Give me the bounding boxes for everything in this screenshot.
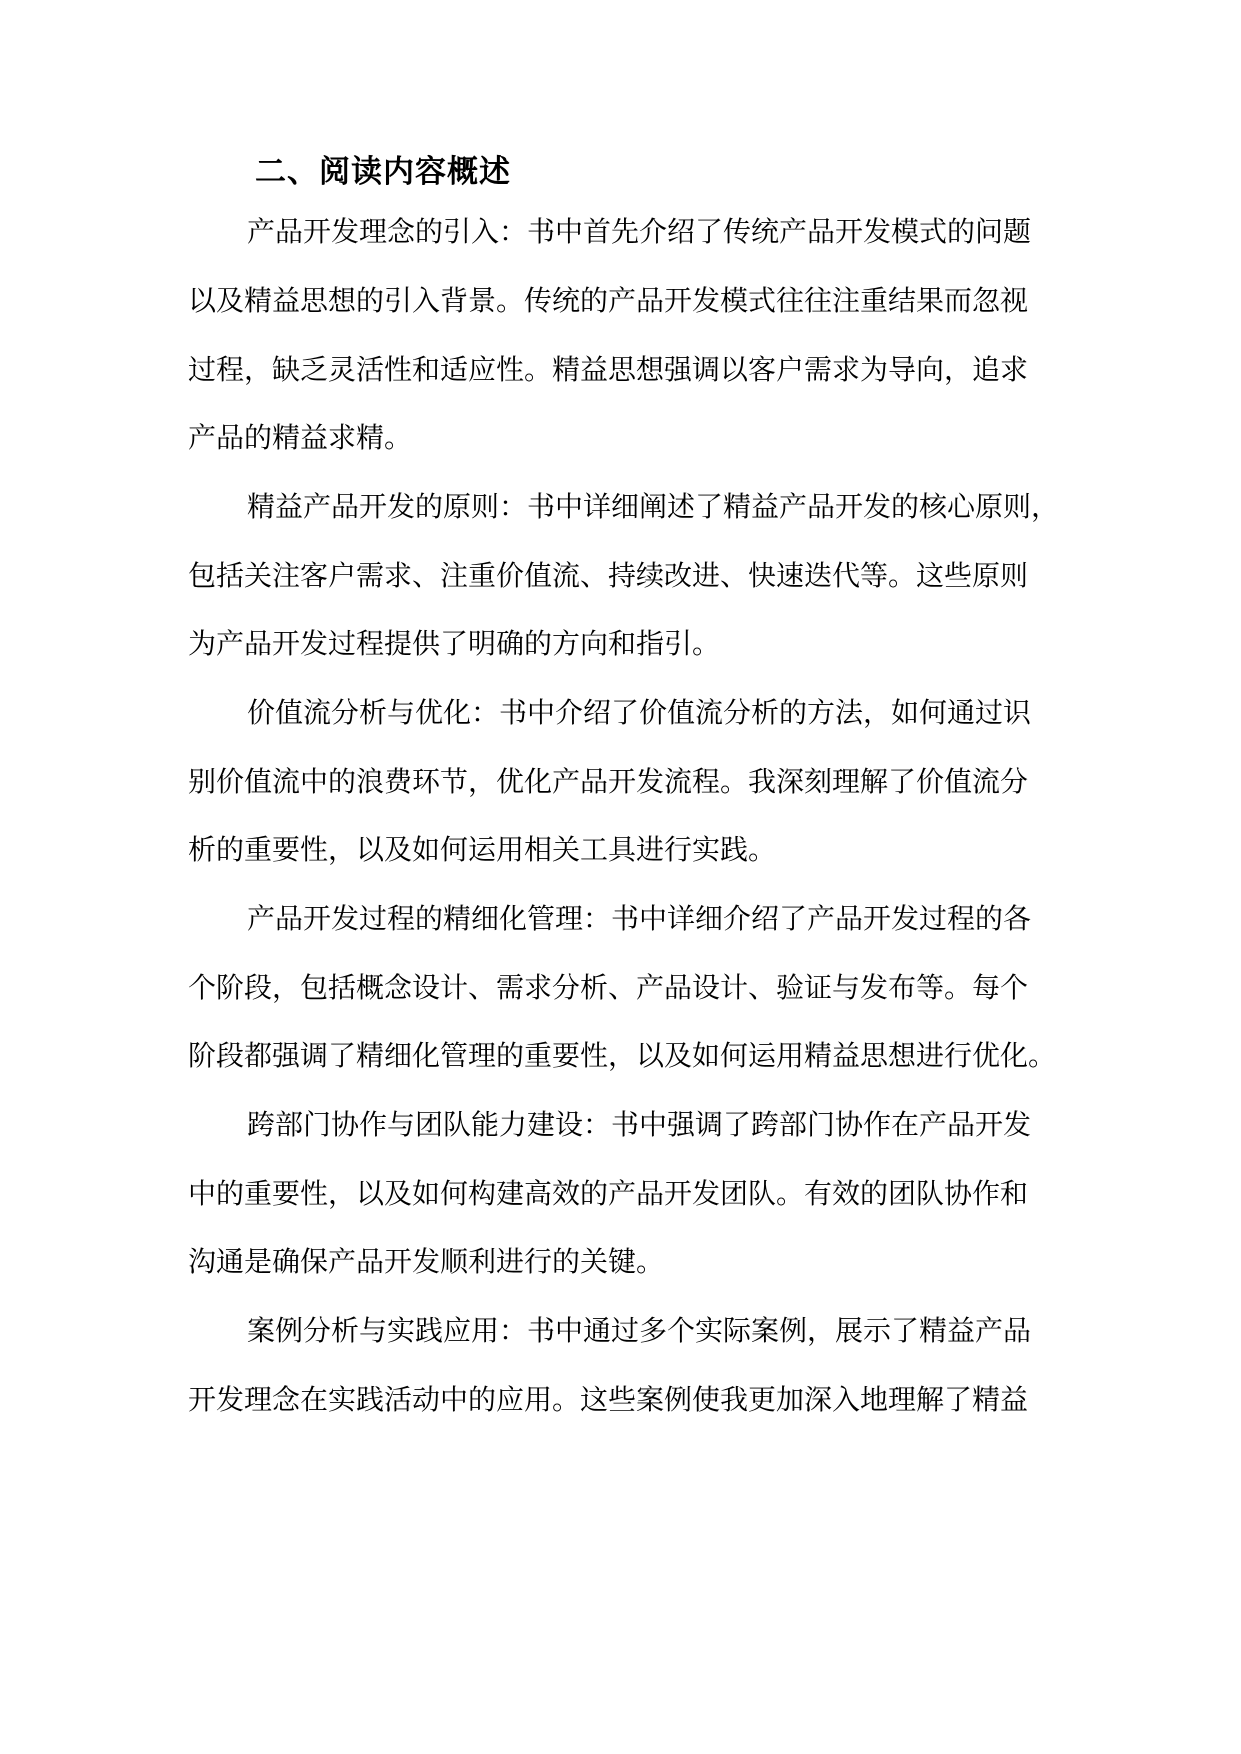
paragraph-line: 案例分析与实践应用：书中通过多个实际案例，展示了精益产品 bbox=[247, 1314, 1032, 1347]
paragraph-line: 阶段都强调了精细化管理的重要性，以及如何运用精益思想进行优化。 bbox=[188, 1039, 1057, 1072]
paragraph-line: 开发理念在实践活动中的应用。这些案例使我更加深入地理解了精益 bbox=[188, 1383, 1029, 1416]
paragraph-line: 中的重要性，以及如何构建高效的产品开发团队。有效的团队协作和 bbox=[188, 1177, 1029, 1210]
paragraph-line: 为产品开发过程提供了明确的方向和指引。 bbox=[188, 627, 721, 660]
paragraph-line: 析的重要性，以及如何运用相关工具进行实践。 bbox=[188, 833, 777, 866]
paragraph-line: 产品的精益求精。 bbox=[188, 421, 413, 454]
paragraph-line: 价值流分析与优化：书中介绍了价值流分析的方法，如何通过识 bbox=[247, 696, 1032, 729]
paragraph-line: 以及精益思想的引入背景。传统的产品开发模式往往注重结果而忽视 bbox=[188, 284, 1029, 317]
paragraph-line: 包括关注客户需求、注重价值流、持续改进、快速迭代等。这些原则 bbox=[188, 559, 1029, 592]
section-heading: 二、阅读内容概述 bbox=[255, 154, 511, 190]
paragraph-line: 精益产品开发的原则：书中详细阐述了精益产品开发的核心原则， bbox=[247, 490, 1060, 523]
paragraph-line: 跨部门协作与团队能力建设：书中强调了跨部门协作在产品开发 bbox=[247, 1108, 1032, 1141]
paragraph-line: 别价值流中的浪费环节，优化产品开发流程。我深刻理解了价值流分 bbox=[188, 765, 1029, 798]
paragraph-line: 沟通是确保产品开发顺利进行的关键。 bbox=[188, 1245, 665, 1278]
paragraph-line: 个阶段，包括概念设计、需求分析、产品设计、验证与发布等。每个 bbox=[188, 971, 1029, 1004]
paragraph-line: 过程，缺乏灵活性和适应性。精益思想强调以客户需求为导向，追求 bbox=[188, 353, 1029, 386]
paragraph-line: 产品开发理念的引入：书中首先介绍了传统产品开发模式的问题 bbox=[247, 215, 1032, 248]
paragraph-line: 产品开发过程的精细化管理：书中详细介绍了产品开发过程的各 bbox=[247, 902, 1032, 935]
